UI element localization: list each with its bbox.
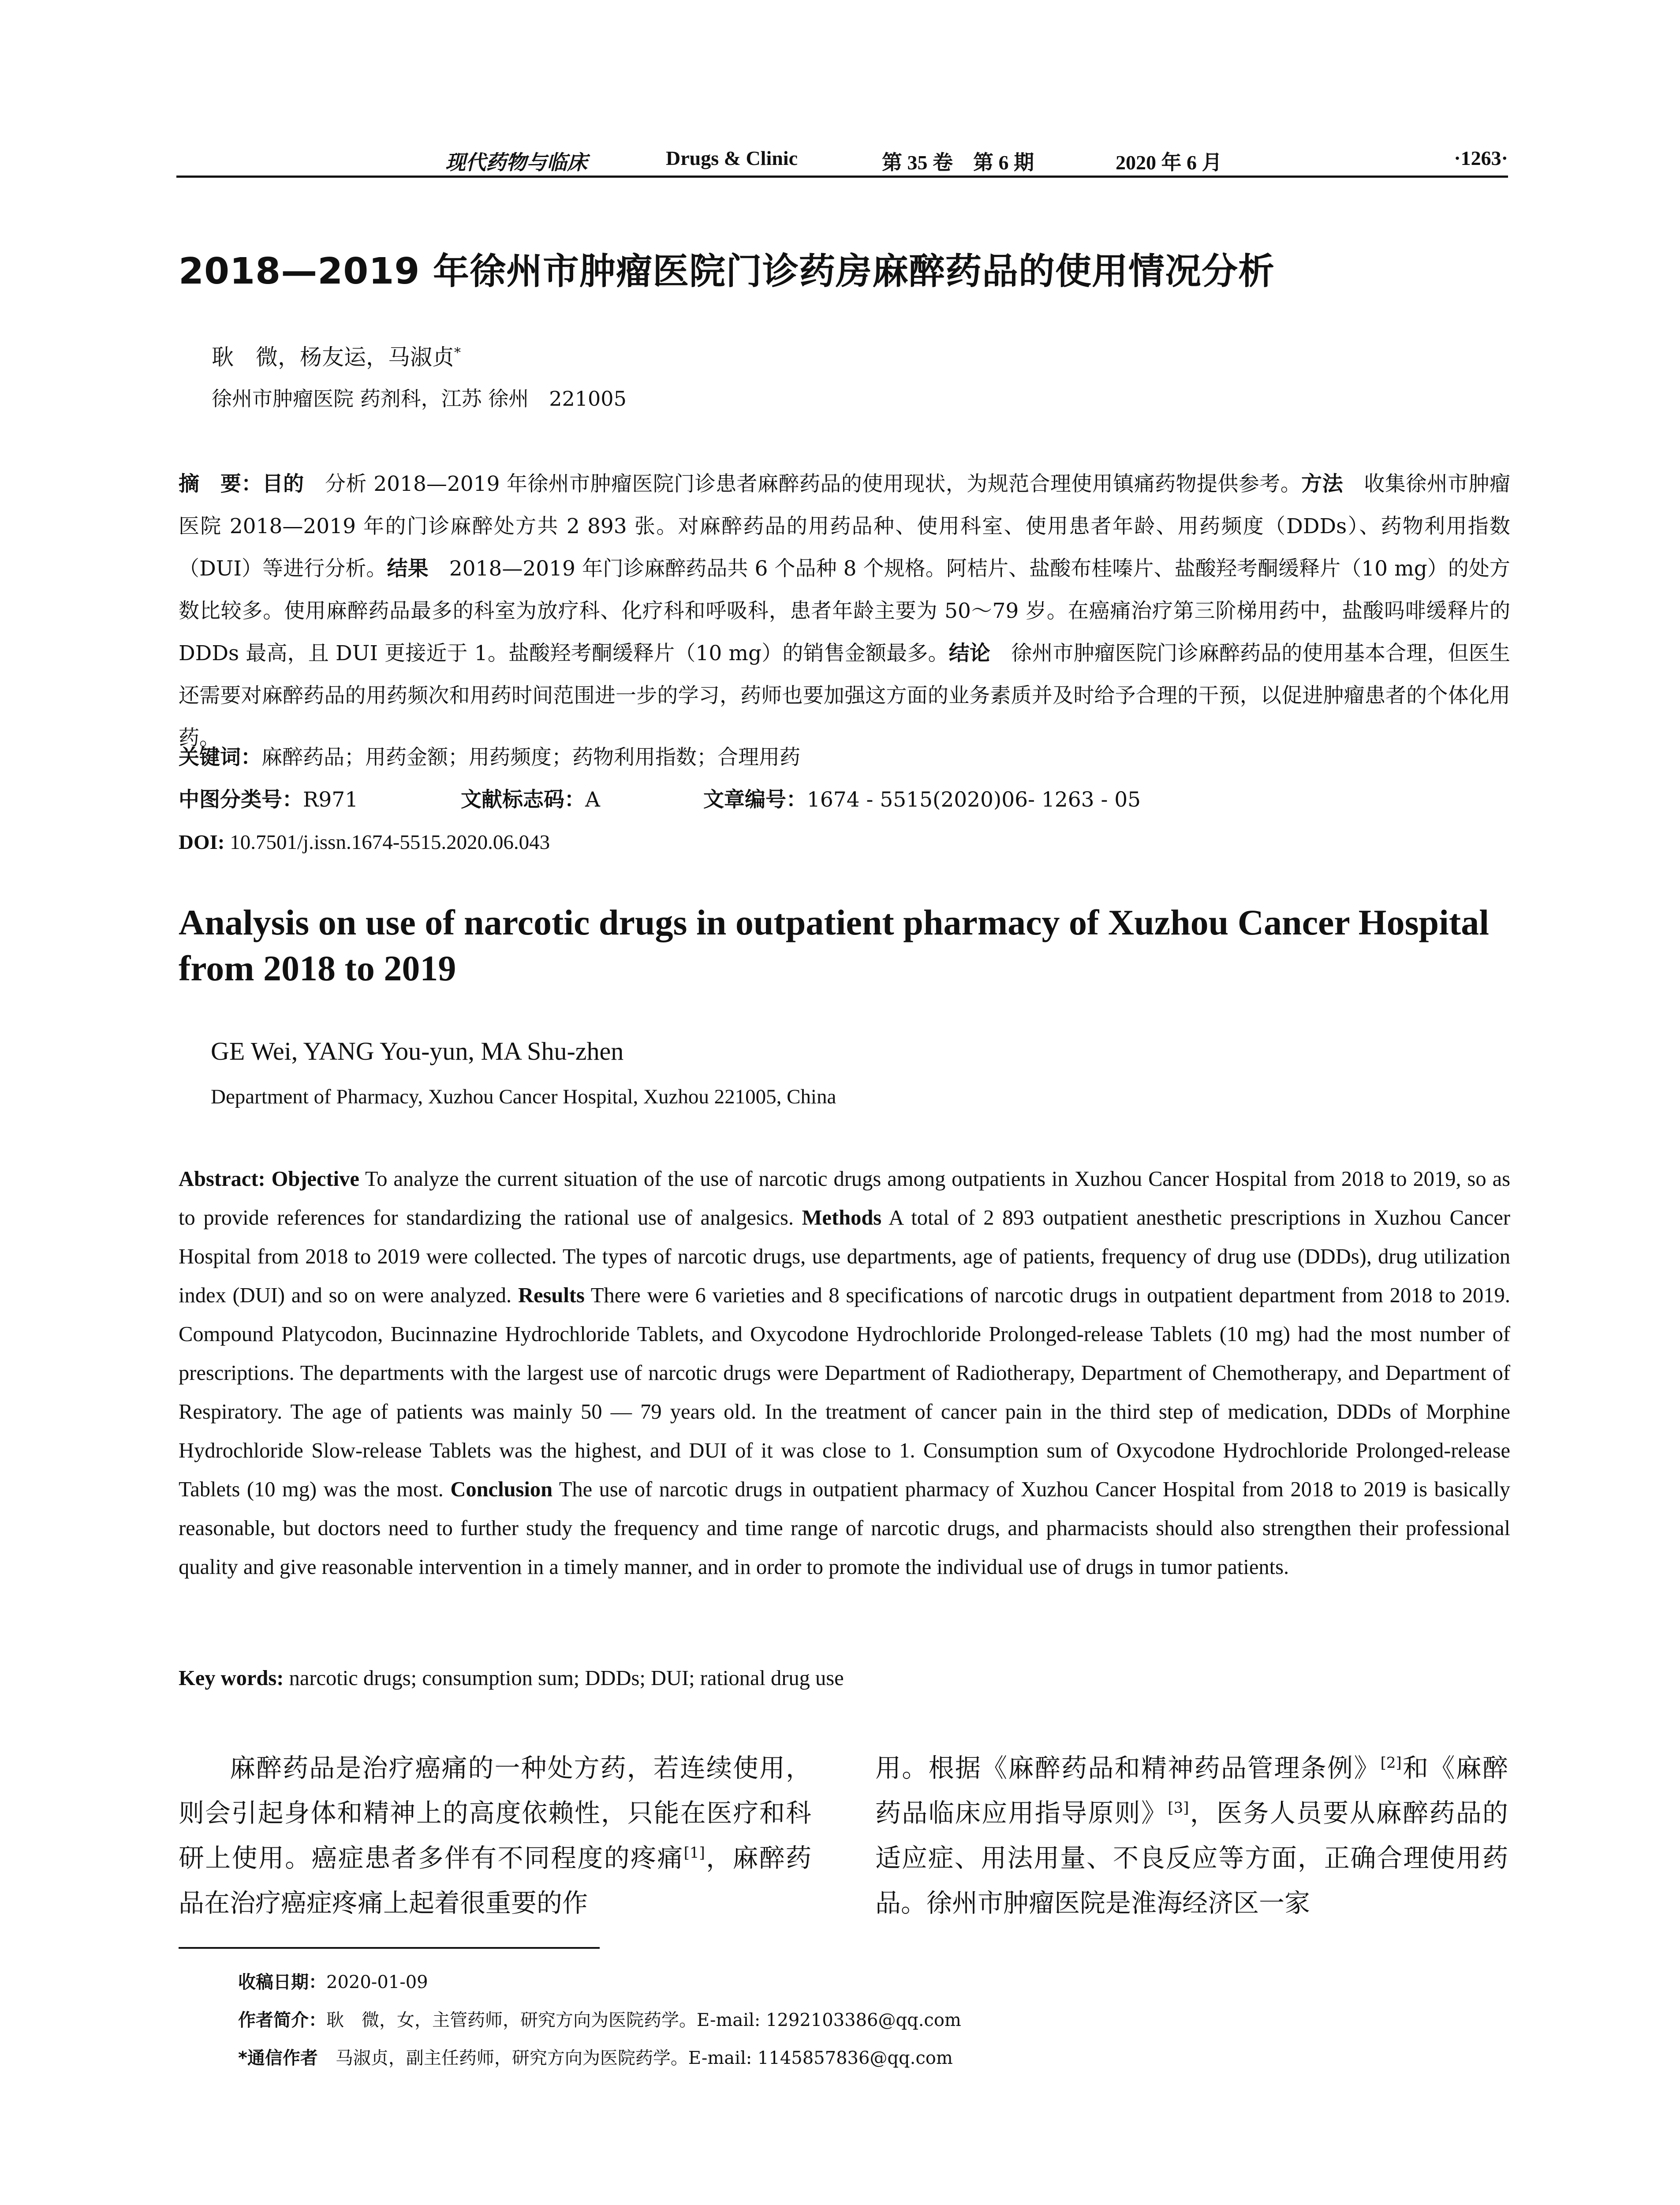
keywords-cn (179, 736, 1510, 779)
corresponding-mark: * (454, 345, 461, 361)
doi-line (179, 821, 550, 863)
corresponding-value: 马淑贞，副主任药师，研究方向为医院药学。E-mail: 1145857836@qq.com (317, 2048, 953, 2068)
doc-code-value: A (585, 788, 600, 812)
journal-name-cn: 现代药物与临床 (445, 151, 587, 174)
keywords-en (179, 1659, 1510, 1698)
abstract-en (179, 1160, 1510, 1587)
methods-cn-label: 方法 (1301, 472, 1343, 496)
conclusion-cn-text: 徐州市肿瘤医院门诊麻醉药品的使用基本合理，但医生还需要对麻醉药品的用药频次和用药时间范围进一步的学习，药师也要加强这方面的业务素质并及时给予合理的干预，以促进肿瘤患者的个体化用药。 (179, 641, 1511, 750)
article-title-en: Analysis on use of narcotic drugs in outpatient pharmacy of Xuzhou Cancer Hospital from 2018 to 2019 (179, 902, 1489, 988)
authors-cn (212, 340, 461, 371)
objective-cn-label: 目的 (262, 472, 304, 496)
corresponding-label: *通信作者 (238, 2048, 318, 2068)
article-number (703, 779, 1141, 821)
body-left-text-1: 麻醉药品是治疗癌痛的一种处方药，若连续使用，则会引起身体和精神上的高度依赖性，只能在医疗和科研上使用。癌症患者多伴有不同程度的疼痛 (179, 1753, 811, 1873)
methods-cn-text: 收集徐州市肿瘤医院 2018—2019 年的门诊麻醉处方共 2 893 张。对麻醉药品的用药品种、使用科室、使用患者年龄、用药频度（DDDs）、药物利用指数（DUI）等进行分析。 (179, 472, 1511, 581)
body-right-text-2: 和《麻醉药品临床应用指导原则》 (875, 1753, 1508, 1828)
affiliation-cn: 徐州市肿瘤医院 药剂科，江苏 徐州 221005 (212, 387, 627, 411)
clc-number (179, 779, 358, 821)
article-number-value: 1674 - 5515(2020)06- 1263 - 05 (807, 788, 1141, 812)
footnote-received (238, 1963, 1508, 2001)
journal-name-en: Drugs & Clinic (666, 147, 798, 169)
footnote-corresponding (238, 2039, 1508, 2077)
author-bio-value: 耿 微，女，主管药师，研究方向为医院药学。E-mail: 1292103386@qq.com (326, 2010, 961, 2030)
clc-label: 中图分类号： (179, 788, 303, 812)
conclusion-en-label: Conclusion (450, 1478, 553, 1501)
received-label: 收稿日期： (238, 1972, 326, 1992)
abstract-cn-label: 摘 要： (179, 472, 262, 496)
authors-cn-names: 耿 微，杨友运，马淑贞 (212, 344, 454, 370)
doc-code-label: 文献标志码： (461, 788, 585, 812)
keywords-cn-value: 麻醉药品；用药金额；用药频度；药物利用指数；合理用药 (261, 745, 800, 770)
received-value: 2020-01-09 (326, 1972, 428, 1992)
document-code (461, 779, 600, 821)
article-title-cn: 2018—2019 年徐州市肿瘤医院门诊药房麻醉药品的使用情况分析 (179, 250, 1275, 292)
footnotes (238, 1963, 1508, 2077)
abstract-en-label: Abstract: Objective (179, 1167, 359, 1191)
authors-en: GE Wei, YANG You-yun, MA Shu-zhen (211, 1037, 624, 1065)
abstract-cn (179, 463, 1510, 759)
clc-value: R971 (303, 788, 358, 812)
keywords-en-value: narcotic drugs; consumption sum; DDDs; DUI; rational drug use (284, 1667, 844, 1690)
methods-en-label: Methods (802, 1206, 882, 1230)
footnote-author (238, 2001, 1508, 2039)
results-cn-text: 2018—2019 年门诊麻醉药品共 6 个品种 8 个规格。阿桔片、盐酸布桂嗪片、盐酸羟考酮缓释片（10 mg）的处方数比较多。使用麻醉药品最多的科室为放疗科、化疗科和呼吸科，患者年龄主要为 50～79 岁。在癌痛治疗第三阶梯用药中，盐酸吗啡缓释片的 DDDs 最高，且 DUI 更接近于 1。盐酸羟考酮缓释片（10 mg）的销售金额最多。 (179, 557, 1511, 665)
volume-issue: 第 35 卷 第 6 期 (882, 151, 1034, 174)
citation-3: [3] (1168, 1799, 1189, 1817)
body-column-left (179, 1745, 811, 1925)
doi-value: 10.7501/j.issn.1674-5515.2020.06.043 (224, 831, 550, 854)
objective-en-text: To analyze the current situation of the use of narcotic drugs among outpatients in Xuzhou Cancer Hospital from 2018 to 2019, so as to provide references for standardizing the rational use of analgesics. (179, 1167, 1510, 1230)
running-header (176, 140, 1508, 176)
doi-label: DOI: (179, 831, 225, 854)
results-cn-label: 结果 (387, 557, 429, 581)
body-right-text-1: 用。根据《麻醉药品和精神药品管理条例》 (875, 1753, 1381, 1783)
footnote-rule (179, 1947, 600, 1949)
keywords-en-label: Key words: (179, 1667, 284, 1690)
body-column-right (875, 1745, 1508, 1925)
header-rule (176, 176, 1508, 178)
issue-date: 2020 年 6 月 (1116, 151, 1222, 174)
objective-cn-text: 分析 2018—2019 年徐州市肿瘤医院门诊患者麻醉药品的使用现状，为规范合理使用镇痛药物提供参考。 (304, 472, 1302, 496)
article-number-label: 文章编号： (703, 788, 807, 812)
page-number: ·1263· (1454, 147, 1508, 169)
body-left-text-2: ，麻醉药品在治疗癌症疼痛上起着很重要的作 (179, 1843, 811, 1918)
keywords-cn-label: 关键词： (179, 745, 261, 770)
citation-2: [2] (1380, 1754, 1402, 1772)
methods-en-text: A total of 2 893 outpatient anesthetic prescriptions in Xuzhou Cancer Hospital from 2018 to 2019 were collected. The types of narcotic drugs, use departments, age of patients, frequency of drug use (DDDs), drug utilization index (DUI) and so on were analyzed. (179, 1206, 1510, 1307)
results-en-text: There were 6 varieties and 8 specifications of narcotic drugs in outpatient department from 2018 to 2019. Compound Platycodon, Bucinnazine Hydrochloride Tablets, and Oxycodone Hydrochloride Prolonged-release Tablets (10 mg) had the most number of prescriptions. The departments with the largest use of narcotic drugs were Department of Radiotherapy, Department of Chemotherapy, and Department of Respiratory. The age of patients was mainly 50 — 79 years old. In the treatment of cancer pain in the third step of medication, DDDs of Morphine Hydrochloride Slow-release Tablets was the highest, and DUI of it was close to 1. Consumption sum of Oxycodone Hydrochloride Prolonged-release Tablets (10 mg) was the most. (179, 1284, 1511, 1501)
affiliation-en: Department of Pharmacy, Xuzhou Cancer Hospital, Xuzhou 221005, China (211, 1085, 836, 1108)
conclusion-cn-label: 结论 (948, 641, 991, 665)
citation-1: [1] (683, 1844, 705, 1862)
results-en-label: Results (518, 1284, 585, 1307)
body-right-text-3: ，医务人员要从麻醉药品的适应症、用法用量、不良反应等方面，正确合理使用药品。徐州市肿瘤医院是淮海经济区一家 (875, 1798, 1508, 1918)
classification-line (179, 779, 1510, 821)
conclusion-en-text: The use of narcotic drugs in outpatient pharmacy of Xuzhou Cancer Hospital from 2018 to 2019 is basically reasonable, but doctors need to further study the frequency and time range of narcotic drugs, and pharmacists should also strengthen their professional quality and give reasonable intervention in a timely manner, and in order to promote the individual use of drugs in tumor patients. (179, 1478, 1510, 1579)
author-bio-label: 作者简介： (238, 2010, 326, 2030)
